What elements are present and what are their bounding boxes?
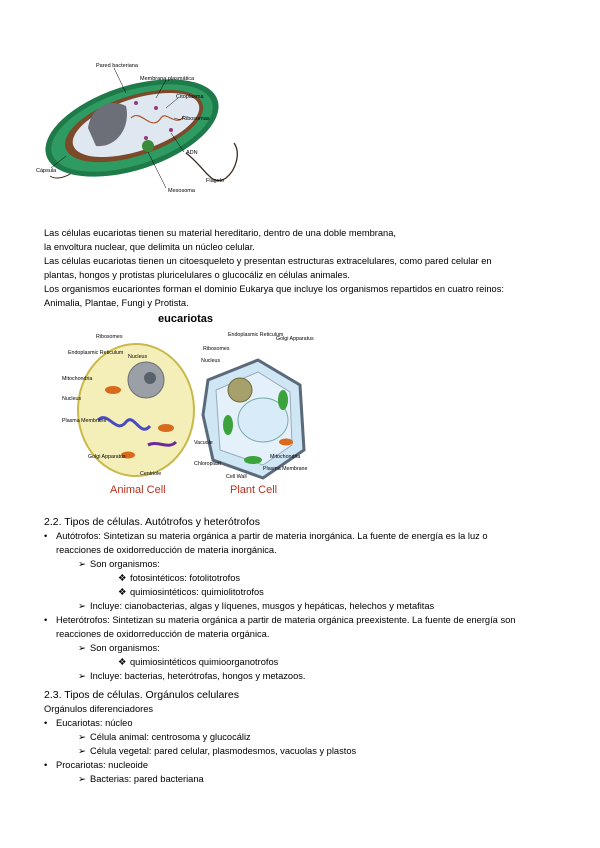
list-item — [44, 543, 564, 557]
list-item — [44, 613, 564, 627]
list-item-text: Son organismos: — [90, 559, 160, 569]
list-item-text: Incluye: cianobacterias, algas y líquenes, musgos y hepáticas, helechos y metafitas — [90, 601, 435, 611]
animal-label: Centriole — [140, 471, 162, 477]
animal-caption: Animal Cell — [110, 484, 166, 496]
plant-label: Ribosomes — [203, 346, 230, 352]
figure-title: eucariotas — [158, 313, 214, 325]
bullet-icon: ➢ — [78, 774, 86, 784]
plant-label: Nucleus — [201, 358, 221, 364]
animal-label: Golgi Apparatus — [88, 454, 126, 460]
list-item — [44, 599, 564, 613]
bullet-icon: ➢ — [78, 746, 86, 756]
list-item-text: Eucariotas: núcleo — [56, 718, 133, 728]
list-item-text: Autótrofos: Sintetizan su materia orgánica a partir de materia inorgánica. La fuente de energía es la luz o — [56, 531, 488, 541]
list-item-text: Heterótrofos: Sintetizan su materia orgánica a partir de materia orgánica preexistente. La fuente de energía son — [56, 615, 516, 625]
list-item-text: Procariotas: nucleoide — [56, 760, 148, 770]
list-item-text: Son organismos: — [90, 643, 160, 653]
prokaryote-diagram — [36, 58, 246, 206]
list-item — [44, 730, 564, 744]
animal-label: Endoplasmic Reticulum — [68, 350, 124, 356]
list-item — [44, 641, 564, 655]
animal-label: Nucleus — [62, 396, 82, 402]
list-item-text: reacciones de oxidorreducción de materia orgánica. — [56, 629, 270, 639]
list-item-text: Incluye: bacterias, heterótrofas, hongos y metazoos. — [90, 671, 306, 681]
bullet-icon: ➢ — [78, 643, 86, 653]
list-item-text: fotosintéticos: fotolitotrofos — [130, 573, 241, 583]
section-2-2-list — [44, 529, 564, 683]
intro-line: Las células eucariotas tienen su material hereditario, dentro de una doble membrana, — [44, 228, 396, 238]
plant-label: Mitochondria — [270, 454, 301, 460]
bullet-icon: ➢ — [78, 671, 86, 681]
intro-line: Los organismos eucariontes forman el dominio Eukarya que incluye los organismos repartidos en cuatro reinos: — [44, 284, 504, 294]
label-adn: ADN — [186, 150, 198, 156]
section-heading: 2.3. Tipos de células. Orgánulos celulares — [44, 689, 239, 701]
section-2-3-list — [44, 716, 564, 786]
animal-label: Nucleus — [128, 354, 148, 360]
eukaryote-diagram — [58, 310, 318, 500]
bullet-icon: ➢ — [78, 559, 86, 569]
section-2-2 — [44, 515, 564, 683]
list-item-text: Célula animal: centrosoma y glucocáliz — [90, 732, 251, 742]
list-item — [44, 627, 564, 641]
bullet-icon: ➢ — [78, 732, 86, 742]
list-item-text: reacciones de oxidorreducción de materia inorgánica. — [56, 545, 277, 555]
label-ribosomas: Ribosomas — [182, 116, 210, 122]
animal-label: Mitochondria — [62, 376, 93, 382]
label-mesosoma: Mesosoma — [168, 188, 195, 194]
list-item — [44, 772, 564, 786]
bullet-icon: ❖ — [118, 573, 127, 583]
label-capsula: Cápsula — [36, 168, 57, 174]
label-flagelo: Flagelo — [206, 178, 225, 184]
animal-label: Ribosomes — [96, 334, 123, 340]
list-item — [44, 655, 564, 669]
list-item-text: Bacterias: pared bacteriana — [90, 774, 204, 784]
plant-caption: Plant Cell — [230, 484, 278, 496]
bullet-icon: ➢ — [78, 601, 86, 611]
bullet-icon: ❖ — [118, 587, 127, 597]
list-item — [44, 585, 564, 599]
plant-label: Chloroplast — [194, 461, 221, 467]
plant-label: Plasma Membrane — [263, 466, 308, 472]
section-heading: 2.2. Tipos de células. Autótrofos y heterótrofos — [44, 516, 260, 528]
list-item — [44, 557, 564, 571]
animal-label: Plasma Membrane — [62, 418, 107, 424]
intro-line: Animalia, Plantae, Fungi y Protista. — [44, 298, 189, 308]
list-item — [44, 716, 564, 730]
list-item — [44, 669, 564, 683]
list-item-text: Célula vegetal: pared celular, plasmodesmos, vacuolas y plastos — [90, 746, 357, 756]
bullet-icon: • — [44, 615, 48, 625]
section-2-3 — [44, 688, 564, 786]
intro-line: plantas, hongos y protistas pluricelulares o glucocáliz en células animales. — [44, 270, 350, 280]
label-pared: Pared bacteriana — [96, 63, 138, 69]
intro-paragraph — [44, 226, 564, 310]
label-membrana: Membrana plasmática — [140, 76, 195, 82]
plant-label: Golgi Apparatus — [276, 336, 314, 342]
intro-line: Las células eucariotas tienen un citoesqueleto y presentan estructuras extracelulares, como pared celular en — [44, 256, 492, 266]
plant-label: Vacuole — [194, 440, 213, 446]
bullet-icon: ❖ — [118, 657, 127, 667]
list-item — [44, 744, 564, 758]
list-item — [44, 758, 564, 772]
bullet-icon: • — [44, 760, 48, 770]
bullet-icon: • — [44, 718, 48, 728]
plant-label: Endoplasmic Reticulum — [228, 332, 284, 338]
list-item-text: quimiosintéticos: quimiolitotrofos — [130, 587, 264, 597]
list-item — [44, 571, 564, 585]
plant-label: Cell Wall — [226, 474, 247, 480]
list-item-text: quimiosintéticos quimioorganotrofos — [130, 657, 279, 667]
intro-line: la envoltura nuclear, que delimita un núcleo celular. — [44, 242, 255, 252]
label-citoplasma: Citoplasma — [176, 94, 204, 100]
section-subheading: Orgánulos diferenciadores — [44, 704, 154, 714]
list-item — [44, 529, 564, 543]
bullet-icon: • — [44, 531, 48, 541]
